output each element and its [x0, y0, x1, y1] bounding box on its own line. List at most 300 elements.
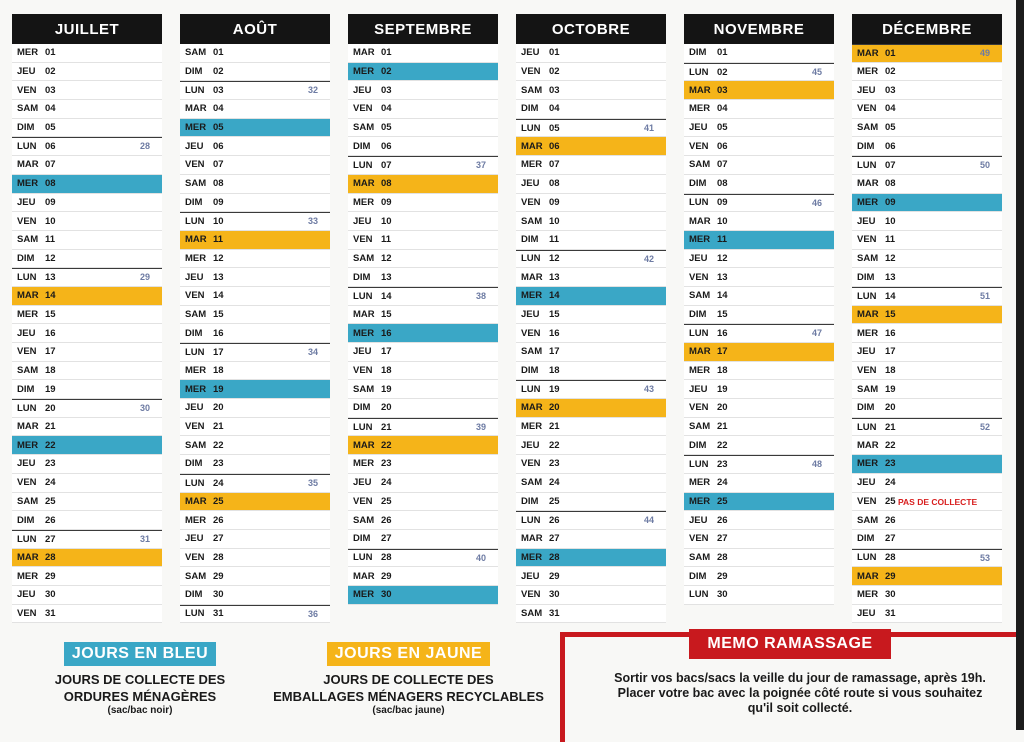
day-number: 20: [885, 402, 896, 414]
day-number: 28: [717, 551, 728, 563]
day-number: 23: [213, 458, 224, 470]
day-name: MAR: [857, 47, 879, 59]
day-number: 13: [885, 271, 896, 283]
day-number: 08: [717, 178, 728, 190]
day-row: [852, 399, 1002, 418]
day-number: 16: [549, 327, 560, 339]
day-number: 11: [885, 234, 896, 246]
day-row: [852, 212, 1002, 231]
day-row: [516, 119, 666, 138]
day-number: 14: [213, 290, 224, 302]
day-row: [684, 194, 834, 213]
day-row: [12, 81, 162, 100]
day-row: [516, 549, 666, 568]
day-row: [852, 586, 1002, 605]
day-row: [516, 380, 666, 399]
memo-line3: qu'il soit collecté.: [747, 701, 853, 715]
day-name: JEU: [185, 271, 204, 283]
day-name: MER: [353, 589, 375, 601]
day-number: 16: [885, 327, 896, 339]
day-name: MER: [185, 365, 207, 377]
week-number: 36: [307, 608, 318, 619]
day-number: 28: [213, 551, 224, 563]
day-name: VEN: [857, 103, 877, 115]
day-row: [180, 380, 330, 399]
day-name: JEU: [17, 66, 36, 78]
day-row: [852, 511, 1002, 530]
day-name: DIM: [857, 533, 875, 545]
legend-blue-note: (sac/bac noir): [107, 705, 173, 716]
day-row: [348, 287, 498, 306]
month-column: [12, 14, 162, 623]
day-row: [348, 418, 498, 437]
day-row: [852, 474, 1002, 493]
day-number: 18: [549, 365, 560, 377]
day-number: 06: [549, 140, 560, 152]
day-name: LUN: [353, 290, 373, 302]
day-row: [348, 455, 498, 474]
day-name: SAM: [857, 383, 879, 395]
day-row: [180, 343, 330, 362]
day-row: [852, 63, 1002, 82]
day-row: [684, 530, 834, 549]
day-row: [852, 194, 1002, 213]
day-number: 07: [717, 159, 728, 171]
day-name: JEU: [353, 84, 372, 96]
day-number: 06: [381, 140, 392, 152]
day-name: SAM: [857, 252, 879, 264]
day-name: VEN: [353, 234, 373, 246]
day-name: MER: [521, 421, 543, 433]
day-row: [852, 81, 1002, 100]
day-row: [684, 549, 834, 568]
day-number: 21: [45, 421, 56, 433]
day-name: JEU: [185, 402, 204, 414]
day-list: [684, 44, 834, 605]
day-name: JEU: [521, 178, 540, 190]
day-row: [12, 119, 162, 138]
day-name: SAM: [689, 290, 711, 302]
day-name: LUN: [857, 159, 877, 171]
day-number: 25: [381, 495, 392, 507]
day-number: 20: [381, 402, 392, 414]
day-number: 06: [213, 140, 224, 152]
day-row: [12, 493, 162, 512]
day-number: 05: [381, 122, 392, 134]
day-number: 30: [717, 589, 728, 601]
day-name: MER: [689, 495, 711, 507]
day-name: VEN: [521, 196, 541, 208]
day-row: [852, 287, 1002, 306]
day-number: 04: [885, 103, 896, 115]
day-row: [348, 362, 498, 381]
day-name: MER: [353, 327, 375, 339]
day-row: [348, 250, 498, 269]
day-number: 19: [381, 383, 392, 395]
day-row: [852, 231, 1002, 250]
day-row: [516, 175, 666, 194]
day-number: 25: [45, 495, 56, 507]
day-row: [180, 44, 330, 63]
day-list: [180, 44, 330, 623]
day-name: LUN: [17, 141, 37, 153]
day-name: DIM: [689, 47, 707, 59]
day-number: 16: [381, 327, 392, 339]
day-number: 25: [885, 495, 896, 507]
legend-yellow: [256, 642, 561, 717]
day-number: 28: [549, 551, 560, 563]
month-column: [684, 14, 834, 605]
day-number: 29: [381, 570, 392, 582]
day-name: JEU: [689, 383, 708, 395]
day-row: [348, 306, 498, 325]
day-number: 18: [885, 365, 896, 377]
day-number: 02: [549, 66, 560, 78]
day-name: SAM: [521, 215, 543, 227]
day-row: [180, 436, 330, 455]
day-number: 01: [45, 47, 56, 59]
day-row: [516, 81, 666, 100]
day-number: 08: [381, 178, 392, 190]
day-row: [684, 231, 834, 250]
day-name: MER: [353, 196, 375, 208]
day-number: 19: [549, 384, 560, 396]
day-name: JEU: [689, 514, 708, 526]
day-number: 21: [381, 421, 392, 433]
day-number: 15: [381, 308, 392, 320]
day-name: MAR: [353, 47, 375, 59]
week-number: 40: [475, 552, 486, 563]
day-row: [852, 324, 1002, 343]
day-name: SAM: [17, 234, 39, 246]
day-name: MER: [857, 589, 879, 601]
day-number: 12: [45, 252, 56, 264]
day-number: 26: [717, 514, 728, 526]
day-row: [12, 156, 162, 175]
day-name: DIM: [17, 252, 35, 264]
day-name: SAM: [185, 308, 207, 320]
day-name: MER: [353, 66, 375, 78]
day-row: [180, 418, 330, 437]
day-number: 03: [45, 84, 56, 96]
day-row: [180, 549, 330, 568]
memo-box: [560, 632, 1024, 742]
month-header: DÉCEMBRE: [852, 14, 1002, 44]
day-name: VEN: [17, 607, 37, 619]
day-name: LUN: [521, 384, 541, 396]
day-name: MER: [17, 570, 39, 582]
day-number: 07: [45, 159, 56, 171]
day-name: MAR: [521, 533, 543, 545]
day-number: 11: [381, 234, 392, 246]
day-number: 25: [213, 495, 224, 507]
day-name: LUN: [353, 159, 373, 171]
day-number: 19: [717, 383, 728, 395]
day-number: 31: [885, 607, 896, 619]
day-name: DIM: [521, 495, 539, 507]
day-number: 30: [213, 589, 224, 601]
day-name: LUN: [353, 421, 373, 433]
day-name: DIM: [185, 458, 203, 470]
day-name: SAM: [185, 47, 207, 59]
day-number: 05: [885, 122, 896, 134]
day-name: DIM: [185, 196, 203, 208]
day-name: SAM: [521, 607, 543, 619]
day-row: [12, 567, 162, 586]
memo-line1: Sortir vos bacs/sacs la veille du jour de ramassage, après 19h.: [614, 671, 986, 685]
day-number: 09: [381, 196, 392, 208]
memo-text: [585, 671, 1015, 716]
day-number: 16: [717, 328, 728, 340]
day-name: JEU: [17, 458, 36, 470]
day-number: 13: [549, 271, 560, 283]
day-name: DIM: [521, 365, 539, 377]
day-name: DIM: [17, 514, 35, 526]
day-name: VEN: [521, 66, 541, 78]
day-number: 07: [549, 159, 560, 171]
day-name: VEN: [17, 346, 37, 358]
day-name: SAM: [353, 122, 375, 134]
day-row: [348, 436, 498, 455]
week-number: 39: [475, 421, 486, 432]
day-row: [12, 250, 162, 269]
day-number: 22: [213, 439, 224, 451]
day-row: [684, 212, 834, 231]
week-number: 47: [811, 328, 822, 339]
day-number: 18: [381, 365, 392, 377]
day-row: [516, 63, 666, 82]
day-name: LUN: [353, 552, 373, 564]
day-row: [516, 306, 666, 325]
day-number: 10: [213, 216, 224, 228]
day-row: [516, 231, 666, 250]
day-list: [852, 44, 1002, 623]
day-name: VEN: [521, 327, 541, 339]
day-name: LUN: [857, 552, 877, 564]
day-row: [516, 250, 666, 269]
day-row: [348, 324, 498, 343]
day-name: VEN: [689, 140, 709, 152]
day-number: 16: [213, 327, 224, 339]
day-name: DIM: [689, 439, 707, 451]
day-name: VEN: [17, 215, 37, 227]
day-row: [12, 343, 162, 362]
day-name: DIM: [689, 178, 707, 190]
day-number: 21: [717, 421, 728, 433]
day-name: JEU: [185, 140, 204, 152]
day-row: [180, 567, 330, 586]
day-number: 04: [549, 103, 560, 115]
day-name: SAM: [521, 346, 543, 358]
day-number: 28: [381, 552, 392, 564]
week-number: 51: [979, 290, 990, 301]
day-number: 10: [381, 215, 392, 227]
day-name: JEU: [521, 570, 540, 582]
day-row: [348, 194, 498, 213]
day-number: 27: [45, 533, 56, 545]
legend-yellow-badge: JOURS EN JAUNE: [327, 642, 490, 666]
day-name: SAM: [17, 365, 39, 377]
day-name: DIM: [521, 234, 539, 246]
day-row: [684, 156, 834, 175]
day-number: 23: [45, 458, 56, 470]
day-name: MER: [185, 252, 207, 264]
day-row: [516, 362, 666, 381]
day-number: 30: [549, 589, 560, 601]
day-row: [180, 194, 330, 213]
day-row: [852, 530, 1002, 549]
day-row: [852, 436, 1002, 455]
day-row: [348, 137, 498, 156]
day-row: [684, 324, 834, 343]
day-row: [348, 474, 498, 493]
day-number: 01: [717, 47, 728, 59]
day-number: 08: [45, 178, 56, 190]
day-row: [348, 44, 498, 63]
day-number: 17: [381, 346, 392, 358]
day-number: 19: [213, 383, 224, 395]
day-row: [348, 212, 498, 231]
day-row: [516, 567, 666, 586]
day-number: 23: [885, 458, 896, 470]
day-number: 24: [717, 477, 728, 489]
day-name: LUN: [689, 197, 709, 209]
day-row: [12, 362, 162, 381]
day-row: [12, 194, 162, 213]
day-name: VEN: [185, 551, 205, 563]
day-number: 05: [717, 122, 728, 134]
week-number: 45: [811, 66, 822, 77]
day-number: 15: [717, 308, 728, 320]
day-row: [180, 306, 330, 325]
day-name: MAR: [17, 551, 39, 563]
day-name: MER: [353, 458, 375, 470]
day-name: VEN: [17, 477, 37, 489]
day-name: JEU: [17, 589, 36, 601]
day-number: 15: [45, 308, 56, 320]
day-number: 07: [213, 159, 224, 171]
day-number: 24: [213, 477, 224, 489]
day-name: JEU: [17, 327, 36, 339]
day-number: 11: [45, 234, 56, 246]
day-number: 09: [213, 196, 224, 208]
month-header: OCTOBRE: [516, 14, 666, 44]
day-name: SAM: [185, 439, 207, 451]
day-row: [684, 63, 834, 82]
day-row: [348, 549, 498, 568]
day-name: JEU: [353, 477, 372, 489]
day-number: 30: [45, 589, 56, 601]
day-number: 19: [885, 383, 896, 395]
day-row: [516, 44, 666, 63]
day-row: [12, 63, 162, 82]
day-number: 26: [45, 514, 56, 526]
legend-blue: [30, 642, 250, 717]
day-name: SAM: [689, 421, 711, 433]
day-number: 01: [213, 47, 224, 59]
day-number: 19: [45, 383, 56, 395]
day-row: [12, 268, 162, 287]
day-row: [12, 586, 162, 605]
day-name: SAM: [689, 159, 711, 171]
week-number: 31: [139, 533, 150, 544]
day-row: [516, 287, 666, 306]
day-row: [180, 455, 330, 474]
day-number: 18: [717, 365, 728, 377]
day-name: DIM: [353, 402, 371, 414]
memo-line2: Placer votre bac avec la poignée côté route si vous souhaitez: [617, 686, 983, 700]
week-number: 53: [979, 552, 990, 563]
day-name: MER: [185, 122, 207, 134]
day-name: MAR: [353, 308, 375, 320]
day-name: VEN: [353, 495, 373, 507]
day-row: [348, 530, 498, 549]
day-name: LUN: [521, 253, 541, 265]
day-row: [684, 100, 834, 119]
day-row: [12, 324, 162, 343]
day-name: MAR: [521, 140, 543, 152]
day-number: 02: [213, 66, 224, 78]
day-number: 12: [213, 252, 224, 264]
day-name: JEU: [857, 346, 876, 358]
day-name: DIM: [857, 140, 875, 152]
day-row: [348, 493, 498, 512]
day-row: [684, 44, 834, 63]
day-name: MER: [689, 234, 711, 246]
day-row: [516, 343, 666, 362]
day-number: 23: [717, 458, 728, 470]
day-number: 17: [213, 346, 224, 358]
day-number: 06: [717, 140, 728, 152]
day-row: [852, 44, 1002, 63]
day-name: LUN: [689, 328, 709, 340]
day-number: 25: [549, 495, 560, 507]
week-number: 30: [139, 403, 150, 414]
day-number: 04: [213, 103, 224, 115]
day-name: JEU: [857, 84, 876, 96]
day-number: 05: [549, 122, 560, 134]
day-number: 12: [885, 252, 896, 264]
week-number: 38: [475, 290, 486, 301]
day-row: [852, 137, 1002, 156]
month-column: [516, 14, 666, 623]
day-row: [12, 100, 162, 119]
day-row: [180, 63, 330, 82]
day-number: 01: [381, 47, 392, 59]
day-number: 02: [381, 66, 392, 78]
day-name: MAR: [857, 570, 879, 582]
day-row: [516, 156, 666, 175]
day-name: VEN: [185, 421, 205, 433]
day-name: VEN: [857, 365, 877, 377]
day-row: [348, 175, 498, 194]
day-row: [12, 306, 162, 325]
day-name: DIM: [689, 570, 707, 582]
day-name: LUN: [17, 402, 37, 414]
day-number: 05: [45, 122, 56, 134]
day-name: DIM: [185, 327, 203, 339]
day-name: VEN: [17, 84, 37, 96]
day-number: 23: [549, 458, 560, 470]
day-number: 27: [213, 533, 224, 545]
day-row: [516, 586, 666, 605]
no-collection-note: PAS DE COLLECTE: [898, 496, 978, 507]
day-number: 29: [213, 570, 224, 582]
day-name: VEN: [185, 290, 205, 302]
day-row: [180, 586, 330, 605]
day-name: MER: [521, 159, 543, 171]
day-name: MER: [521, 290, 543, 302]
